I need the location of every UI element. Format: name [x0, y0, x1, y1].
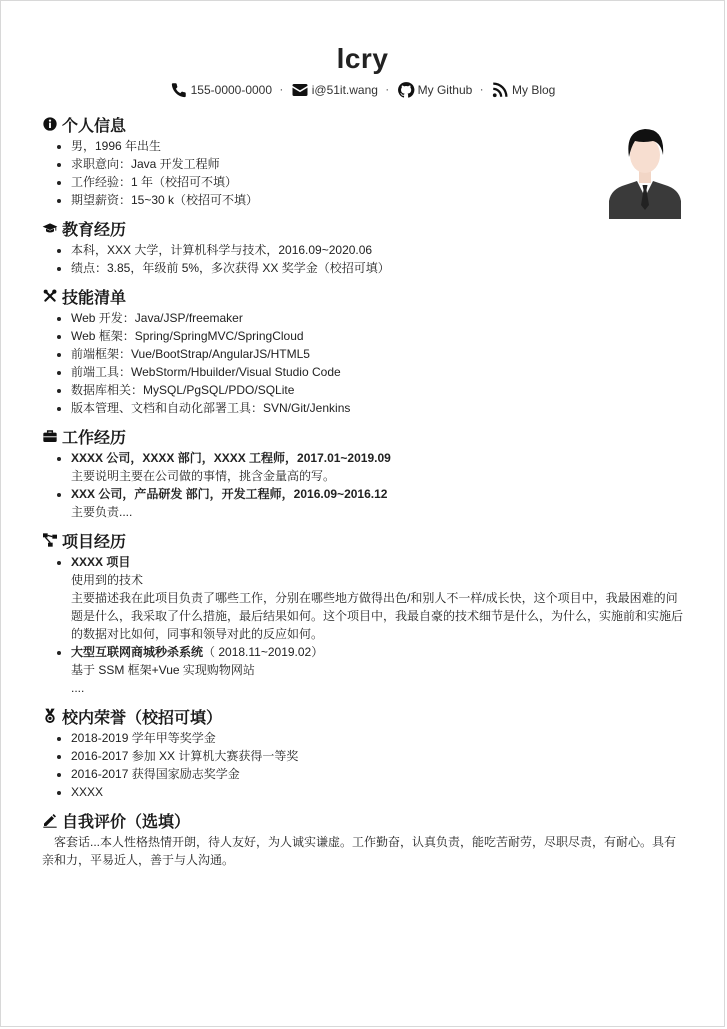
- blog-link[interactable]: [491, 81, 555, 99]
- section-title: [42, 529, 687, 551]
- skills-list: [42, 309, 687, 417]
- list-item: [71, 449, 687, 485]
- tools-icon: [42, 288, 58, 304]
- section-education: [42, 217, 687, 277]
- phone-number: 155-0000-0000: [190, 83, 273, 97]
- project-description: 基于 SSM 框架+Vue 实现购物网站: [71, 663, 255, 677]
- section-title: [42, 425, 687, 447]
- github-icon: [397, 81, 415, 99]
- list-item: • 本科，XXX 大学，计算机科学与技术，2016.09~2020.06: [71, 241, 687, 259]
- section-skills: [42, 285, 687, 417]
- github-label[interactable]: My Github: [417, 83, 473, 97]
- envelope-icon: [291, 81, 309, 99]
- section-title-text: 项目经历: [62, 533, 127, 551]
- section-title-text: 教育经历: [62, 221, 127, 239]
- section-title-text: 个人信息: [62, 117, 127, 135]
- list-item: • 男，1996 年出生: [71, 137, 687, 155]
- list-item: • 数据库相关：MySQL/PgSQL/PDO/SQLite: [71, 381, 687, 399]
- list-item: • 前端框架：Vue/BootStrap/AngularJS/HTML5: [71, 345, 687, 363]
- project-heading: • XXXX 项目: [71, 555, 131, 569]
- list-item: • 期望薪资：15~30 k（校招可不填）: [71, 191, 687, 209]
- resume-content: [42, 113, 687, 877]
- separator: ·: [479, 82, 484, 97]
- project-tech: 使用到的技术: [71, 573, 144, 587]
- list-item: • 绩点：3.85，年级前 5%，多次获得 XX 奖学金（校招可填）: [71, 259, 687, 277]
- briefcase-icon: [42, 428, 58, 444]
- section-title-text: 技能清单: [62, 289, 127, 307]
- work-heading: • XXXX 公司，XXXX 部门，XXXX 工程师，2017.01~2019.09: [71, 451, 391, 465]
- section-self-evaluation: [42, 809, 687, 869]
- self-evaluation-text: 客套话...本人性格热情开朗，待人友好，为人诚实谦虚。工作勤奋，认真负责，能吃苦耐劳，尽职尽责，有耐心。具有亲和力，平易近人，善于与人沟通。: [42, 835, 677, 867]
- medal-icon: [42, 708, 58, 724]
- email-address[interactable]: i@51it.wang: [311, 83, 378, 97]
- phone-icon: [170, 81, 188, 99]
- separator: ·: [385, 82, 390, 97]
- pencil-icon: [42, 812, 58, 828]
- section-title: [42, 113, 687, 135]
- phone-contact: [170, 81, 272, 99]
- list-item: [71, 553, 687, 643]
- section-personal-info: [42, 113, 687, 209]
- list-item: • Web 框架：Spring/SpringMVC/SpringCloud: [71, 327, 687, 345]
- github-link[interactable]: [397, 81, 473, 99]
- section-projects: [42, 529, 687, 697]
- section-title-text: 工作经历: [62, 429, 127, 447]
- info-icon: [42, 116, 58, 132]
- section-title: [42, 809, 687, 831]
- list-item: • 工作经验：1 年（校招可不填）: [71, 173, 687, 191]
- list-item: • XXXX: [71, 783, 687, 801]
- project-description: 主要描述我在此项目负责了哪些工作，分别在哪些地方做得出色/和别人不一样/成长快，这个项目中，我最困难的问题是什么，我采取了什么措施，最后结果如何。这个项目中，我最自豪的技术细节是什么，为什么，实施前和实施后的数据对比如何，同事和领导对此的反应如何。: [71, 591, 684, 641]
- list-item: • 求职意向：Java 开发工程师: [71, 155, 687, 173]
- section-title: [42, 217, 687, 239]
- list-item: • 2016-2017 参加 XX 计算机大赛获得一等奖: [71, 747, 687, 765]
- resume-name: lcry: [336, 43, 389, 74]
- section-title: [42, 705, 687, 727]
- list-item: • 2018-2019 学年甲等奖学金: [71, 729, 687, 747]
- section-honors: [42, 705, 687, 801]
- section-title: [42, 285, 687, 307]
- list-item: • 2016-2017 获得国家励志奖学金: [71, 765, 687, 783]
- blog-label[interactable]: My Blog: [512, 83, 556, 97]
- project-heading: 大型互联网商城秒杀系统: [71, 645, 204, 659]
- work-description: 主要负责....: [71, 505, 133, 519]
- work-description: 主要说明主要在公司做的事情，挑含金量高的写。: [71, 469, 336, 483]
- project-list: [42, 553, 687, 697]
- list-item: [71, 643, 687, 697]
- section-title-text: 校内荣誉（校招可填）: [62, 709, 223, 727]
- rss-icon: [491, 81, 509, 99]
- section-title-text: 自我评价（选填）: [62, 813, 191, 831]
- sitemap-icon: [42, 532, 58, 548]
- list-item: [71, 485, 687, 521]
- project-date: （ 2018.11~2019.02）: [203, 645, 324, 659]
- separator: ·: [279, 82, 284, 97]
- email-contact[interactable]: [291, 81, 378, 99]
- project-heading-row: [71, 643, 687, 661]
- contact-bar: [1, 81, 724, 99]
- graduation-cap-icon: [42, 220, 58, 236]
- project-more: ....: [71, 681, 85, 695]
- list-item: • Web 开发：Java/JSP/freemaker: [71, 309, 687, 327]
- work-list: [42, 449, 687, 521]
- work-heading: • XXX 公司，产品研发 部门，开发工程师，2016.09~2016.12: [71, 487, 388, 501]
- list-item: • 前端工具：WebStorm/Hbuilder/Visual Studio Code: [71, 363, 687, 381]
- list-item: • 版本管理、文档和自动化部署工具：SVN/Git/Jenkins: [71, 399, 687, 417]
- info-list: [42, 137, 687, 209]
- honors-list: [42, 729, 687, 801]
- education-list: [42, 241, 687, 277]
- section-work: [42, 425, 687, 521]
